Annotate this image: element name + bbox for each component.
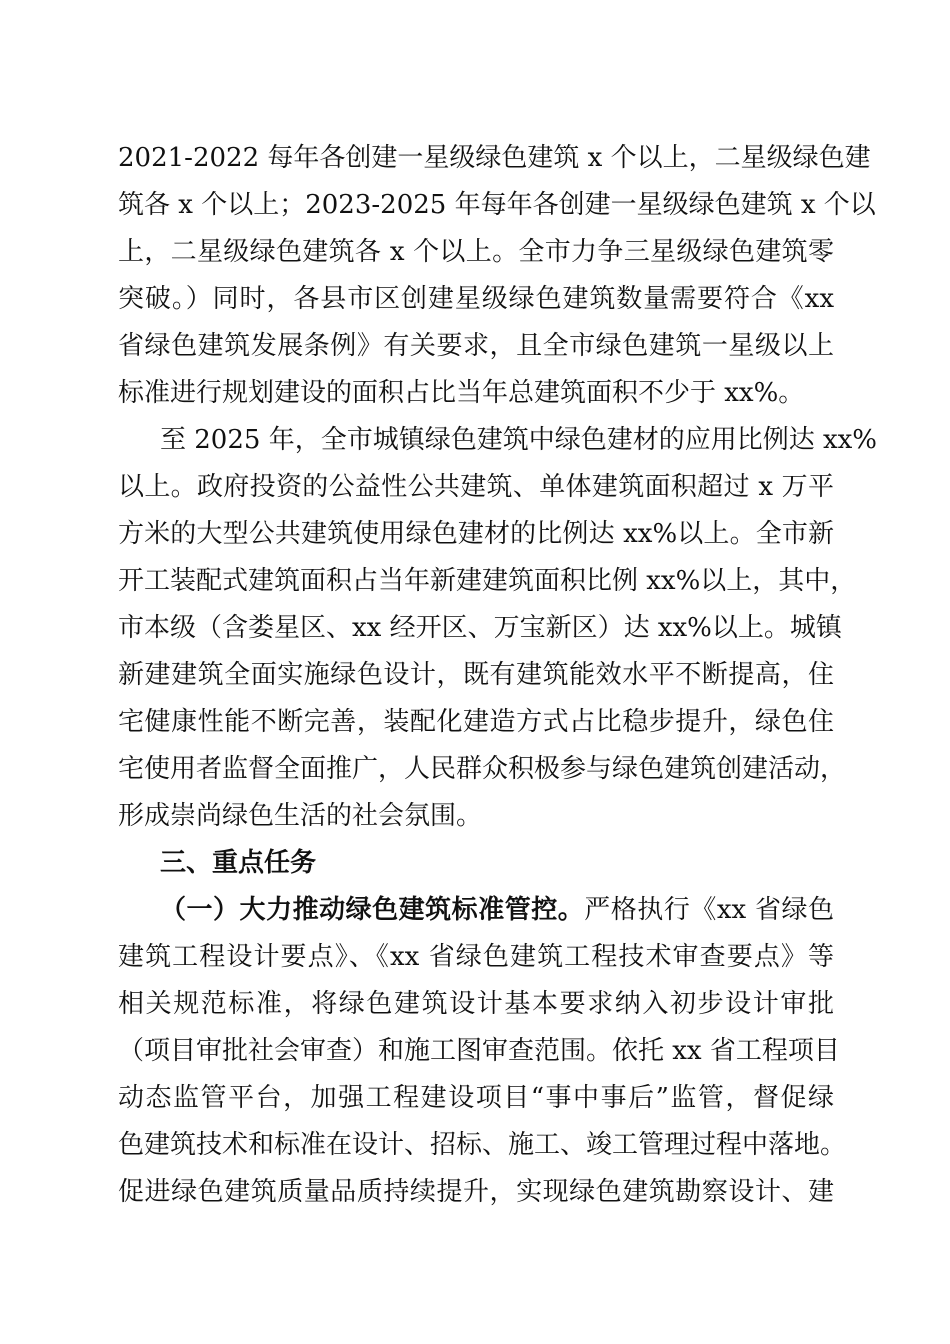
paragraph-line: 以上。政府投资的公益性公共建筑、单体建筑面积超过 x 万平 [118, 472, 834, 502]
paragraph-line: 动态监管平台，加强工程建设项目“事中事后”监管，督促绿 [118, 1083, 834, 1113]
paragraph-line: 促进绿色建筑质量品质持续提升，实现绿色建筑勘察设计、建 [118, 1177, 834, 1207]
paragraph-line: 至 2025 年，全市城镇绿色建筑中绿色建材的应用比例达 xx% [160, 425, 877, 455]
paragraph-line: 市本级（含娄星区、xx 经开区、万宝新区）达 xx%以上。城镇 [118, 613, 842, 643]
paragraph-line [160, 890, 834, 930]
paragraph-line: 宅健康性能不断完善，装配化建造方式占比稳步提升，绿色住 [118, 707, 834, 737]
paragraph-line: （项目审批社会审查）和施工图审查范围。依托 xx 省工程项目 [118, 1036, 840, 1066]
paragraph-line: 突破。）同时，各县市区创建星级绿色建筑数量需要符合《xx [118, 284, 834, 314]
paragraph-line: 省绿色建筑发展条例》有关要求，且全市绿色建筑一星级以上 [118, 331, 834, 361]
paragraph-line: 色建筑技术和标准在设计、招标、施工、竣工管理过程中落地。 [118, 1130, 847, 1160]
paragraph-line: 宅使用者监督全面推广，人民群众积极参与绿色建筑创建活动， [118, 754, 847, 784]
section-heading: 三、重点任务 [160, 848, 317, 878]
paragraph-line: 方米的大型公共建筑使用绿色建材的比例达 xx%以上。全市新 [118, 519, 834, 549]
paragraph-line: 筑各 x 个以上；2023-2025 年每年各创建一星级绿色建筑 x 个以 [118, 190, 876, 220]
subsection-lead: （一）大力推动绿色建筑标准管控。 [160, 895, 585, 925]
paragraph-line: 标准进行规划建设的面积占比当年总建筑面积不少于 xx%。 [118, 378, 805, 408]
paragraph-line: 相关规范标准，将绿色建筑设计基本要求纳入初步设计审批 [118, 989, 834, 1019]
paragraph-line: 新建建筑全面实施绿色设计，既有建筑能效水平不断提高，住 [118, 660, 834, 690]
paragraph-line: 上，二星级绿色建筑各 x 个以上。全市力争三星级绿色建筑零 [118, 237, 834, 267]
subsection-text: 严格执行《xx 省绿色 [584, 895, 834, 925]
paragraph-line: 形成崇尚绿色生活的社会氛围。 [118, 801, 483, 831]
paragraph-line: 2021-2022 每年各创建一星级绿色建筑 x 个以上，二星级绿色建 [118, 143, 871, 173]
paragraph-line: 开工装配式建筑面积占当年新建建筑面积比例 xx%以上，其中， [118, 566, 857, 596]
paragraph-line: 建筑工程设计要点》、《xx 省绿色建筑工程技术审查要点》等 [118, 942, 834, 972]
